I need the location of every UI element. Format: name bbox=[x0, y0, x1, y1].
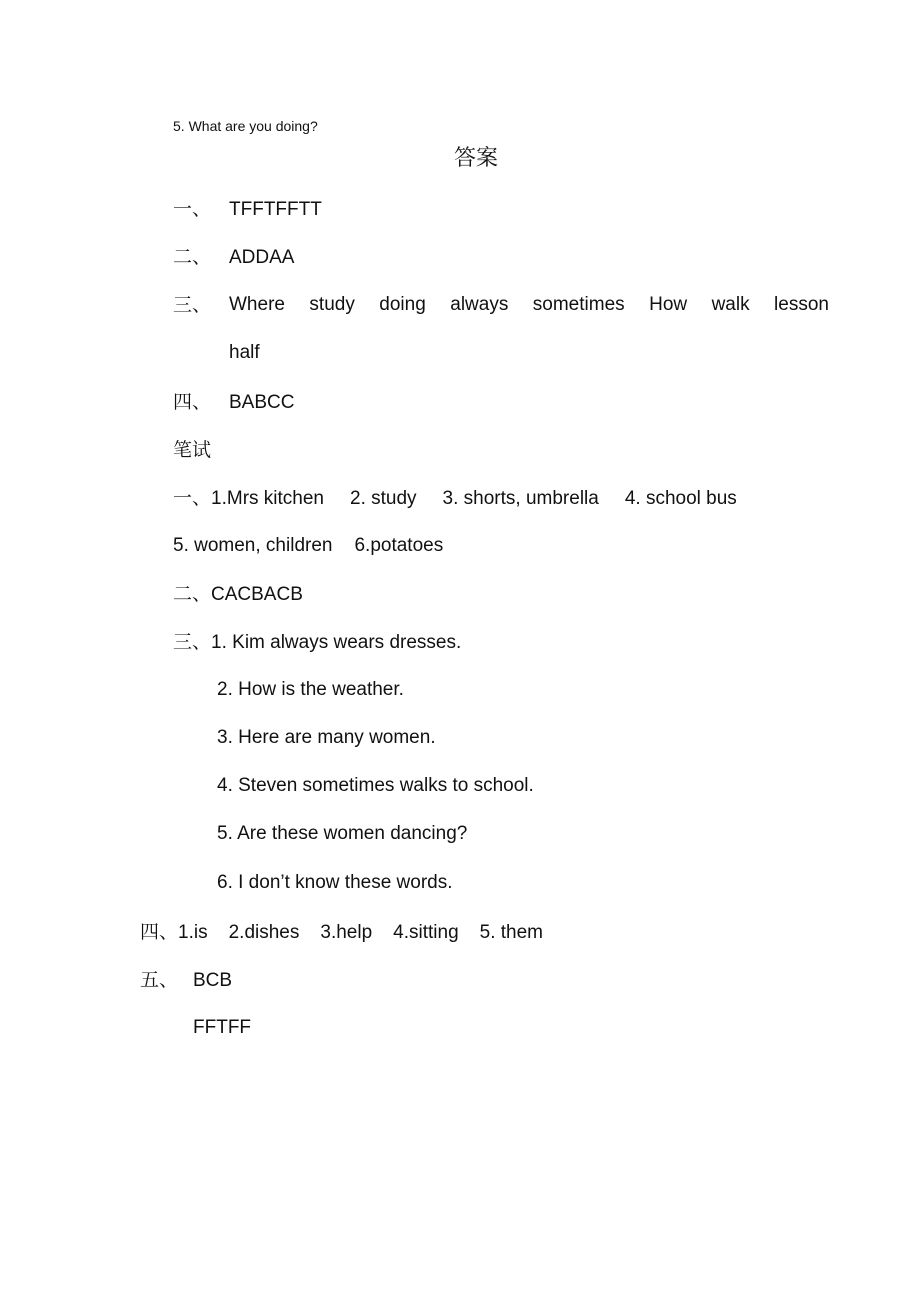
word: sometimes bbox=[532, 294, 625, 315]
answer-item: 5. them bbox=[479, 922, 544, 943]
answer-item: 2.dishes bbox=[228, 922, 300, 943]
written-section-1 bbox=[173, 486, 737, 511]
answer-item: 4. school bus bbox=[624, 488, 737, 509]
section-number: 四、 bbox=[173, 391, 212, 413]
written-section-3 bbox=[173, 630, 461, 655]
listening-section-3-words bbox=[229, 293, 829, 317]
answer-text: BCB bbox=[193, 970, 233, 991]
word: doing bbox=[379, 294, 426, 315]
written-section-4 bbox=[140, 920, 543, 945]
answer-item: 3.help bbox=[320, 922, 373, 943]
section-number: 三、 bbox=[173, 631, 212, 653]
written-section-1-continued bbox=[173, 534, 443, 558]
sentence: 1. Kim always wears dresses. bbox=[211, 632, 462, 653]
written-section-5 bbox=[140, 968, 232, 993]
section-number: 四、 bbox=[140, 921, 179, 943]
answer-text: TFFTFFTT bbox=[229, 199, 322, 220]
word: lesson bbox=[774, 294, 829, 315]
word: walk bbox=[711, 294, 750, 315]
answer-text: ADDAA bbox=[229, 247, 295, 268]
word: half bbox=[229, 342, 260, 363]
listening-section-4 bbox=[173, 390, 294, 415]
page-title: 答案 bbox=[454, 146, 499, 171]
word: always bbox=[450, 294, 509, 315]
section-number: 二、 bbox=[173, 246, 212, 268]
sentence: 4. Steven sometimes walks to school. bbox=[217, 775, 534, 796]
answer-text: CACBACB bbox=[211, 584, 303, 605]
answer-text: BABCC bbox=[229, 392, 295, 413]
section-number: 三、 bbox=[173, 294, 212, 316]
sentence: 6. I don’t know these words. bbox=[217, 872, 453, 893]
section-number: 五、 bbox=[140, 969, 179, 991]
answer-item: 4.sitting bbox=[393, 922, 459, 943]
sentence: 5. Are these women dancing? bbox=[217, 823, 468, 844]
sentence: 2. How is the weather. bbox=[217, 679, 404, 700]
answer-item: 3. shorts, umbrella bbox=[442, 488, 599, 509]
word: study bbox=[309, 294, 355, 315]
written-section-2 bbox=[173, 582, 303, 607]
listening-section-1 bbox=[173, 197, 322, 222]
sentence: 3. Here are many women. bbox=[217, 727, 436, 748]
answer-text: FFTFF bbox=[193, 1017, 252, 1038]
listening-section-2 bbox=[173, 245, 294, 270]
word: Where bbox=[229, 294, 285, 315]
answer-item: 2. study bbox=[350, 488, 417, 509]
answer-item: 5. women, children bbox=[173, 535, 333, 556]
previous-question: 5. What are you doing? bbox=[173, 118, 318, 134]
answer-item: 1.is bbox=[178, 922, 208, 943]
section-number: 一、 bbox=[173, 487, 212, 509]
section-number: 二、 bbox=[173, 583, 212, 605]
written-heading: 笔试 bbox=[173, 439, 212, 461]
answer-item: 1.Mrs kitchen bbox=[211, 488, 324, 509]
word: How bbox=[649, 294, 688, 315]
answer-item: 6.potatoes bbox=[354, 535, 444, 556]
section-number: 一、 bbox=[173, 198, 212, 220]
